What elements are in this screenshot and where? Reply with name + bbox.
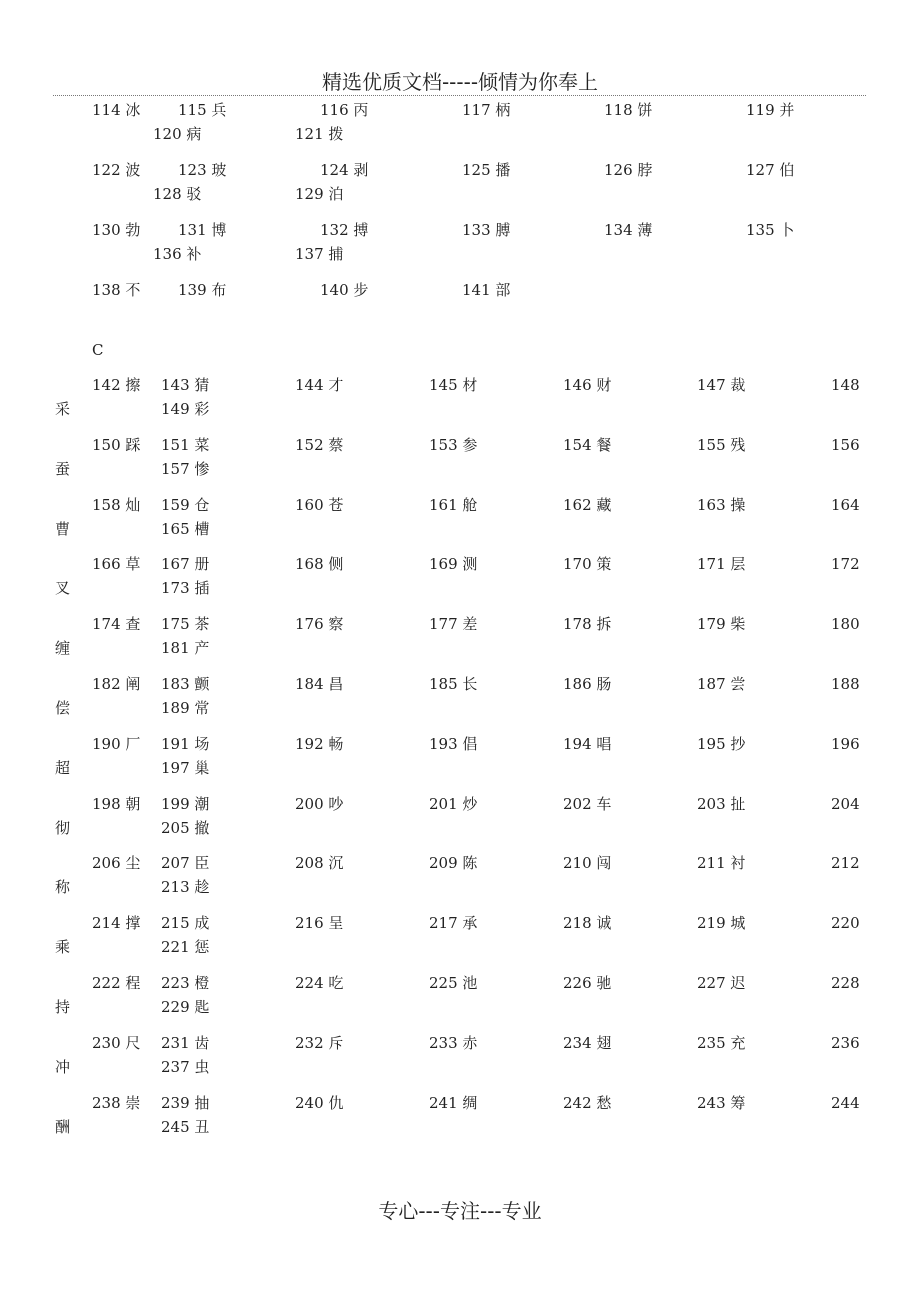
entry-cell: 235 充	[697, 1034, 746, 1052]
entry-cell: 201 炒	[429, 795, 478, 813]
entry-number-wrapped: 244	[831, 1094, 860, 1112]
entry-cell: 145 材	[429, 376, 478, 394]
entry-cell: 222 程	[92, 974, 141, 992]
entry-cell: 206 尘	[92, 854, 141, 872]
entry-cell: 197 巢	[161, 759, 210, 777]
entry-cell: 234 翅	[563, 1034, 612, 1052]
entry-cell: 193 倡	[429, 735, 478, 753]
entry-cell: 215 成	[161, 914, 210, 932]
entry-cell: 146 财	[563, 376, 612, 394]
entry-cell: 167 册	[161, 555, 210, 573]
entry-cell: 211 衬	[697, 854, 746, 872]
entry-cell: 134 薄	[604, 221, 653, 239]
entry-cell: 155 残	[697, 436, 746, 454]
entry-cell: 138 不	[92, 281, 141, 299]
entry-number-wrapped: 172	[831, 555, 860, 573]
entry-cell: 151 菜	[161, 436, 210, 454]
entry-cell: 210 闯	[563, 854, 612, 872]
entry-char-wrapped: 称	[55, 878, 71, 896]
entry-cell: 124 剥	[320, 161, 369, 179]
entry-cell: 184 昌	[295, 675, 344, 693]
entry-number-wrapped: 196	[831, 735, 860, 753]
entry-cell: 154 餐	[563, 436, 612, 454]
entry-cell: 224 吃	[295, 974, 344, 992]
entry-cell: 140 步	[320, 281, 369, 299]
entry-char-wrapped: 采	[55, 400, 71, 418]
entry-cell: 240 仇	[295, 1094, 344, 1112]
page-header: 精选优质文档-----倾情为你奉上	[321, 70, 599, 94]
entry-cell: 217 承	[429, 914, 478, 932]
entry-number-wrapped: 180	[831, 615, 860, 633]
header-divider	[53, 95, 866, 96]
entry-char-wrapped: 酬	[55, 1118, 71, 1136]
entry-cell: 117 柄	[462, 101, 511, 119]
page-footer: 专心---专注---专业	[378, 1199, 542, 1223]
entry-char-wrapped: 冲	[55, 1058, 71, 1076]
entry-cell: 185 长	[429, 675, 478, 693]
entry-cell: 153 参	[429, 436, 478, 454]
entry-number-wrapped: 236	[831, 1034, 860, 1052]
entry-cell: 135 卜	[746, 221, 795, 239]
entry-cell: 221 惩	[161, 938, 210, 956]
entry-char-wrapped: 超	[55, 759, 71, 777]
entry-cell: 158 灿	[92, 496, 141, 514]
entry-number-wrapped: 212	[831, 854, 860, 872]
entry-cell: 232 斥	[295, 1034, 344, 1052]
entry-cell: 179 柴	[697, 615, 746, 633]
entry-number-wrapped: 164	[831, 496, 860, 514]
entry-cell: 127 伯	[746, 161, 795, 179]
entry-cell: 144 才	[295, 376, 344, 394]
entry-cell: 194 唱	[563, 735, 612, 753]
entry-cell: 203 扯	[697, 795, 746, 813]
entry-cell: 169 测	[429, 555, 478, 573]
entry-cell: 143 猜	[161, 376, 210, 394]
entry-cell: 231 齿	[161, 1034, 210, 1052]
entry-cell: 115 兵	[178, 101, 227, 119]
entry-cell: 136 补	[153, 245, 202, 263]
entry-cell: 141 部	[462, 281, 511, 299]
entry-cell: 165 槽	[161, 520, 210, 538]
entry-cell: 218 诚	[563, 914, 612, 932]
entry-cell: 176 察	[295, 615, 344, 633]
entry-cell: 126 脖	[604, 161, 653, 179]
entry-number-wrapped: 220	[831, 914, 860, 932]
entry-cell: 195 抄	[697, 735, 746, 753]
entry-cell: 152 蔡	[295, 436, 344, 454]
entry-cell: 131 博	[178, 221, 227, 239]
entry-char-wrapped: 缠	[55, 639, 71, 657]
entry-char-wrapped: 蚕	[55, 460, 71, 478]
entry-cell: 118 饼	[604, 101, 653, 119]
entry-char-wrapped: 持	[55, 998, 71, 1016]
entry-cell: 147 裁	[697, 376, 746, 394]
entry-cell: 171 层	[697, 555, 746, 573]
entry-cell: 129 泊	[295, 185, 344, 203]
entry-cell: 241 绸	[429, 1094, 478, 1112]
entry-cell: 142 擦	[92, 376, 141, 394]
entry-cell: 183 颤	[161, 675, 210, 693]
entry-cell: 207 臣	[161, 854, 210, 872]
entry-cell: 230 尺	[92, 1034, 141, 1052]
entry-cell: 237 虫	[161, 1058, 210, 1076]
entry-number-wrapped: 188	[831, 675, 860, 693]
entry-cell: 166 草	[92, 555, 141, 573]
entry-number-wrapped: 228	[831, 974, 860, 992]
entry-cell: 163 操	[697, 496, 746, 514]
entry-number-wrapped: 156	[831, 436, 860, 454]
entry-cell: 119 并	[746, 101, 795, 119]
entry-cell: 243 筹	[697, 1094, 746, 1112]
entry-cell: 187 尝	[697, 675, 746, 693]
entry-cell: 160 苍	[295, 496, 344, 514]
entry-cell: 233 赤	[429, 1034, 478, 1052]
entry-cell: 123 玻	[178, 161, 227, 179]
entry-cell: 174 查	[92, 615, 141, 633]
entry-cell: 214 撑	[92, 914, 141, 932]
entry-cell: 177 差	[429, 615, 478, 633]
entry-cell: 132 搏	[320, 221, 369, 239]
entry-cell: 189 常	[161, 699, 210, 717]
entry-char-wrapped: 乘	[55, 938, 71, 956]
entry-cell: 229 匙	[161, 998, 210, 1016]
entry-cell: 157 惨	[161, 460, 210, 478]
entry-cell: 161 舱	[429, 496, 478, 514]
entry-cell: 121 拨	[295, 125, 344, 143]
entry-cell: 173 插	[161, 579, 210, 597]
entry-cell: 227 迟	[697, 974, 746, 992]
entry-cell: 130 勃	[92, 221, 141, 239]
entry-cell: 150 踩	[92, 436, 141, 454]
entry-cell: 125 播	[462, 161, 511, 179]
entry-cell: 245 丑	[161, 1118, 210, 1136]
entry-cell: 242 愁	[563, 1094, 612, 1112]
entry-cell: 181 产	[161, 639, 210, 657]
entry-cell: 208 沉	[295, 854, 344, 872]
entry-cell: 186 肠	[563, 675, 612, 693]
entry-number-wrapped: 204	[831, 795, 860, 813]
entry-cell: 226 驰	[563, 974, 612, 992]
entry-cell: 209 陈	[429, 854, 478, 872]
entry-cell: 116 丙	[320, 101, 369, 119]
entry-cell: 139 布	[178, 281, 227, 299]
entry-cell: 202 车	[563, 795, 612, 813]
entry-cell: 182 阐	[92, 675, 141, 693]
entry-cell: 199 潮	[161, 795, 210, 813]
entry-cell: 168 侧	[295, 555, 344, 573]
entry-cell: 137 捕	[295, 245, 344, 263]
entry-cell: 205 撤	[161, 819, 210, 837]
entry-char-wrapped: 叉	[55, 579, 71, 597]
entry-cell: 192 畅	[295, 735, 344, 753]
entry-cell: 190 厂	[92, 735, 141, 753]
entry-cell: 239 抽	[161, 1094, 210, 1112]
entry-cell: 114 冰	[92, 101, 141, 119]
entry-cell: 159 仓	[161, 496, 210, 514]
entry-char-wrapped: 偿	[55, 699, 71, 717]
entry-cell: 128 驳	[153, 185, 202, 203]
section-letter: C	[92, 341, 104, 359]
entry-cell: 200 吵	[295, 795, 344, 813]
entry-number-wrapped: 148	[831, 376, 860, 394]
entry-cell: 225 池	[429, 974, 478, 992]
entry-cell: 122 波	[92, 161, 141, 179]
entry-cell: 178 拆	[563, 615, 612, 633]
entry-cell: 175 茶	[161, 615, 210, 633]
entry-cell: 219 城	[697, 914, 746, 932]
entry-cell: 191 场	[161, 735, 210, 753]
entry-cell: 170 策	[563, 555, 612, 573]
entry-cell: 223 橙	[161, 974, 210, 992]
entry-cell: 162 藏	[563, 496, 612, 514]
entry-cell: 213 趁	[161, 878, 210, 896]
entry-cell: 216 呈	[295, 914, 344, 932]
entry-cell: 133 膊	[462, 221, 511, 239]
entry-cell: 120 病	[153, 125, 202, 143]
entry-char-wrapped: 彻	[55, 819, 71, 837]
entry-char-wrapped: 曹	[55, 520, 71, 538]
entry-cell: 149 彩	[161, 400, 210, 418]
entry-cell: 198 朝	[92, 795, 141, 813]
entry-cell: 238 崇	[92, 1094, 141, 1112]
